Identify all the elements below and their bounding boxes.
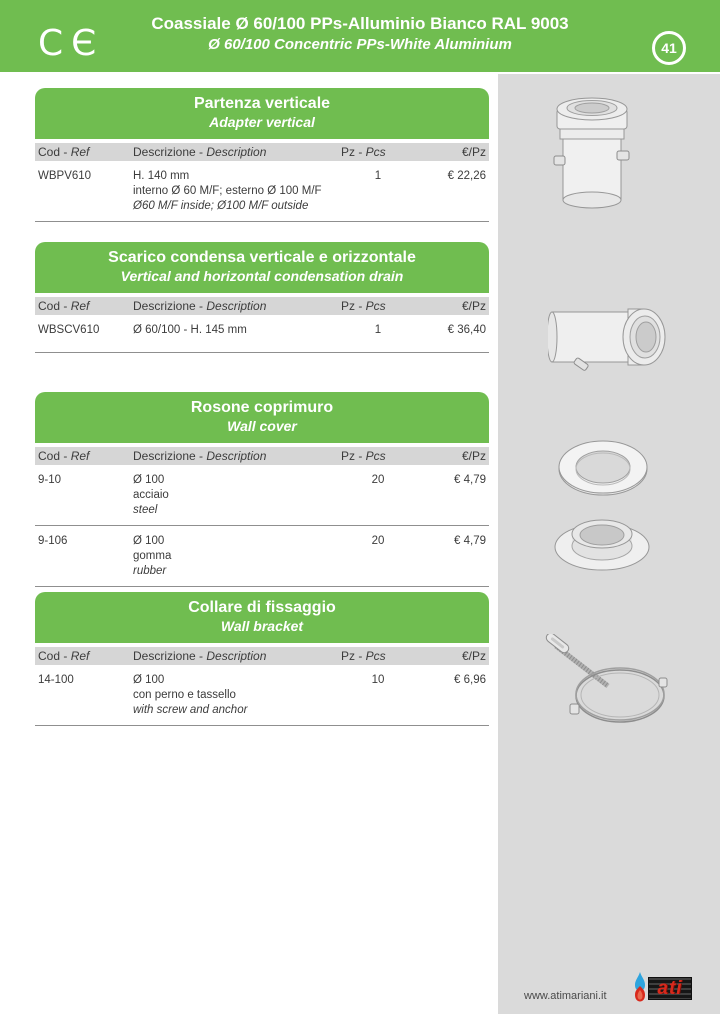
col-header-price: €/Pz bbox=[461, 448, 486, 463]
product-description: Ø 100 gomma rubber bbox=[133, 534, 172, 577]
ati-logo-text: ati bbox=[657, 978, 683, 999]
col-header-description: Descrizione - Description bbox=[133, 448, 267, 463]
product-description: Ø 100 acciaio steel bbox=[133, 473, 169, 516]
table-title-it: Partenza verticale bbox=[193, 95, 331, 112]
unit-price: € 22,26 bbox=[447, 169, 486, 182]
table-title-en: Wall cover bbox=[227, 418, 297, 434]
steel-wall-cover-ring-image bbox=[556, 438, 650, 498]
table-row bbox=[35, 665, 489, 726]
table-row bbox=[35, 315, 489, 353]
table-title-banner bbox=[35, 88, 489, 139]
table-title-en: Adapter vertical bbox=[209, 114, 315, 130]
horizontal-condensation-drain-image bbox=[548, 302, 668, 376]
table-column-headers bbox=[35, 297, 489, 315]
table-column-headers bbox=[35, 143, 489, 161]
col-header-description: Descrizione - Description bbox=[133, 648, 267, 663]
col-header-price: €/Pz bbox=[461, 648, 486, 663]
pieces-per-pack: 20 bbox=[371, 473, 385, 486]
table-rosone-coprimuro bbox=[35, 392, 489, 587]
col-header-price: €/Pz bbox=[461, 298, 486, 313]
wall-bracket-clamp-image bbox=[542, 634, 668, 726]
table-partenza-verticale bbox=[35, 88, 489, 222]
ati-brand-logo bbox=[632, 970, 698, 1006]
product-code: 9-106 bbox=[38, 534, 68, 547]
col-header-code: Cod - Ref bbox=[38, 144, 90, 159]
col-header-code: Cod - Ref bbox=[38, 648, 90, 663]
table-collare-di-fissaggio bbox=[35, 592, 489, 726]
ati-logo-box bbox=[648, 977, 692, 1000]
col-header-pieces: Pz - Pcs bbox=[341, 448, 386, 463]
unit-price: € 36,40 bbox=[447, 323, 486, 336]
col-header-description: Descrizione - Description bbox=[133, 298, 267, 313]
unit-price: € 6,96 bbox=[454, 673, 486, 686]
website-link[interactable]: www.atimariani.it bbox=[524, 990, 607, 1002]
product-description: H. 140 mm interno Ø 60 M/F; esterno Ø 100 M/F Ø60 M/F inside; Ø100 M/F outside bbox=[133, 169, 322, 212]
page-title-block bbox=[120, 13, 600, 55]
table-title-en: Vertical and horizontal condensation drain bbox=[120, 268, 404, 284]
unit-price: € 4,79 bbox=[454, 534, 486, 547]
pieces-per-pack: 1 bbox=[374, 323, 382, 336]
unit-price: € 4,79 bbox=[454, 473, 486, 486]
rubber-wall-cover-ring-image bbox=[553, 514, 651, 572]
page-header bbox=[0, 0, 720, 72]
page-subtitle: Ø 60/100 Concentric PPs-White Aluminium bbox=[208, 36, 512, 54]
col-header-pieces: Pz - Pcs bbox=[341, 144, 386, 159]
col-header-code: Cod - Ref bbox=[38, 448, 90, 463]
table-title-it: Collare di fissaggio bbox=[188, 599, 336, 616]
product-code: WBSCV610 bbox=[38, 323, 100, 336]
table-scarico-condensa bbox=[35, 242, 489, 353]
pieces-per-pack: 10 bbox=[371, 673, 385, 686]
table-title-banner bbox=[35, 392, 489, 443]
page-number: 41 bbox=[661, 40, 677, 56]
table-title-it: Scarico condensa verticale e orizzontale bbox=[108, 249, 416, 266]
table-title-it: Rosone coprimuro bbox=[190, 399, 334, 416]
page-number-badge bbox=[652, 31, 686, 65]
product-code: 9-10 bbox=[38, 473, 62, 486]
product-code: WBPV610 bbox=[38, 169, 92, 182]
table-row bbox=[35, 526, 489, 587]
col-header-description: Descrizione - Description bbox=[133, 144, 267, 159]
table-title-banner bbox=[35, 242, 489, 293]
product-description: Ø 60/100 - H. 145 mm bbox=[133, 323, 247, 336]
table-title-banner bbox=[35, 592, 489, 643]
table-row bbox=[35, 465, 489, 526]
col-header-price: €/Pz bbox=[461, 144, 486, 159]
pieces-per-pack: 20 bbox=[371, 534, 385, 547]
table-column-headers bbox=[35, 447, 489, 465]
col-header-code: Cod - Ref bbox=[38, 298, 90, 313]
pieces-per-pack: 1 bbox=[374, 169, 382, 182]
vertical-adapter-image bbox=[553, 94, 631, 214]
page-title: Coassiale Ø 60/100 PPs-Alluminio Bianco RAL 9003 bbox=[151, 14, 569, 33]
table-row bbox=[35, 161, 489, 222]
product-code: 14-100 bbox=[38, 673, 74, 686]
flame-icon bbox=[632, 972, 648, 1002]
table-column-headers bbox=[35, 647, 489, 665]
col-header-pieces: Pz - Pcs bbox=[341, 298, 386, 313]
table-title-en: Wall bracket bbox=[220, 618, 304, 634]
ce-mark-logo: CЄ bbox=[38, 23, 105, 64]
col-header-pieces: Pz - Pcs bbox=[341, 648, 386, 663]
product-image-panel bbox=[498, 74, 720, 1014]
product-description: Ø 100 con perno e tassello with screw and anchor bbox=[133, 673, 248, 716]
